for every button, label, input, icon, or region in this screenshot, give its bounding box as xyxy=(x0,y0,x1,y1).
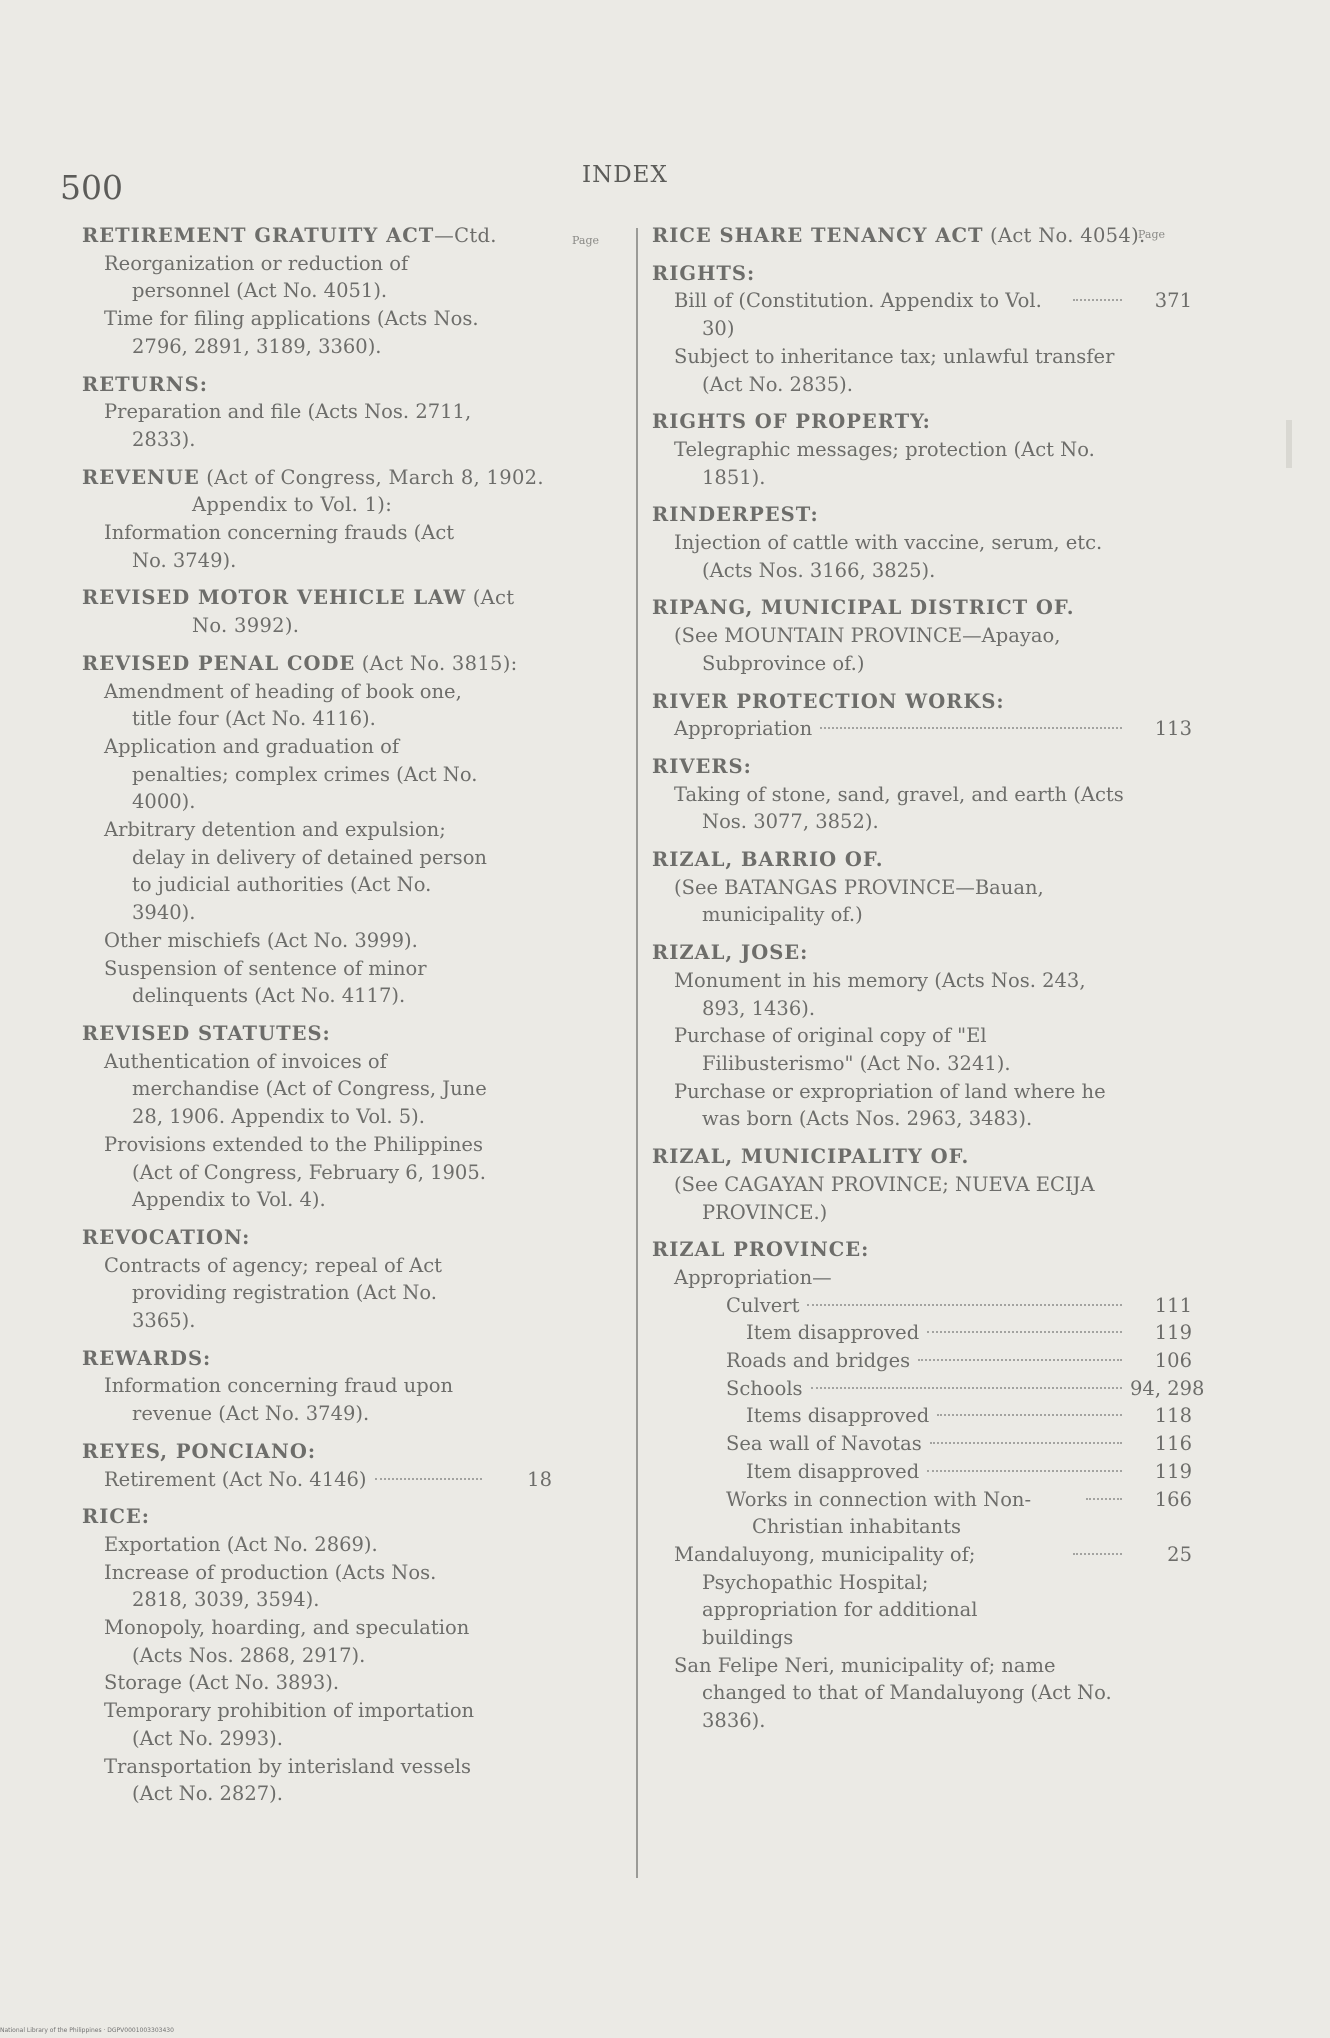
page-reference: 111 xyxy=(1154,1293,1192,1317)
page-reference: 25 xyxy=(1167,1542,1192,1566)
entry-heading xyxy=(652,1143,1192,1171)
entry-heading xyxy=(652,501,1192,529)
subentry: Contracts of agency; repeal of Act providing registration (Act No. 3365). xyxy=(104,1253,442,1333)
entry-heading xyxy=(652,260,1192,288)
subentry-with-page xyxy=(652,287,1192,342)
entry-heading xyxy=(652,1236,1192,1264)
page-reference: 119 xyxy=(1154,1459,1192,1483)
entry-heading-detail: (Act No. 3815): xyxy=(355,651,518,675)
entry-heading-label: RICE SHARE TENANCY ACT xyxy=(652,224,984,247)
entry-heading-label: REVISED MOTOR VEHICLE LAW xyxy=(82,586,467,610)
subentry: Reorganization or reduction of personnel (Act No. 4051). xyxy=(104,251,409,303)
subentry: Increase of production (Acts Nos. 2818, 3039, 3594). xyxy=(104,1560,437,1612)
entry-heading-label: RINDERPEST: xyxy=(652,503,819,527)
entry-heading-label: RIZAL, MUNICIPALITY OF. xyxy=(652,1145,970,1169)
subentry: Arbitrary detention and expulsion; delay in delivery of detained person to judicial authorities (Act No. 3940). xyxy=(104,818,487,925)
subentry-text: Works in connection with Non-Christian inhabitants xyxy=(726,1487,1032,1539)
index-entry xyxy=(652,594,1192,677)
entry-heading-label: RIGHTS OF PROPERTY: xyxy=(652,410,931,434)
subentry-text: Item disapproved xyxy=(746,1459,920,1483)
entry-heading-detail: (Act of Congress, March 8, 1902. Appendix to Vol. 1): xyxy=(192,465,544,517)
entry-heading-label: RIGHTS: xyxy=(652,261,756,285)
entry-heading xyxy=(82,371,552,399)
page-reference: 116 xyxy=(1154,1432,1192,1456)
entry-heading-label: RIZAL, BARRIO OF. xyxy=(652,848,884,872)
subentry-text: Bill of (Constitution. Appendix to Vol. 30) xyxy=(674,289,1042,341)
entry-heading-label: RETIREMENT GRATUITY ACT xyxy=(82,224,435,247)
subentry-text: Item disapproved xyxy=(746,1321,920,1345)
entry-heading xyxy=(652,688,1192,716)
column-divider xyxy=(636,228,638,1878)
subentry: (See CAGAYAN PROVINCE; NUEVA ECIJA PROVINCE.) xyxy=(674,1172,1095,1224)
subentry-text: Sea wall of Navotas xyxy=(726,1432,922,1456)
page-reference: 371 xyxy=(1154,289,1192,313)
subentry: Monopoly, hoarding, and speculation (Acts Nos. 2868, 2917). xyxy=(104,1616,470,1667)
scan-mark xyxy=(1286,420,1292,468)
subentry-text: Appropriation xyxy=(674,717,813,741)
dot-leader xyxy=(927,1331,1122,1333)
subentry-text: Retirement (Act No. 4146) xyxy=(104,1467,367,1491)
subentry: Provisions extended to the Philippines (Act of Congress, February 6, 1905. Appendix to Vol. 4). xyxy=(104,1132,486,1212)
entry-heading xyxy=(652,846,1192,874)
page-reference: 94, 298 xyxy=(1130,1376,1205,1400)
dot-leader xyxy=(937,1414,1122,1416)
subentry: Purchase of original copy of "El Filibusterismo" (Act No. 3241). xyxy=(674,1024,1011,1075)
entry-heading-label: REVOCATION: xyxy=(82,1225,251,1249)
subentry-with-page xyxy=(652,1292,1192,1320)
index-entry xyxy=(652,1143,1192,1226)
entry-heading xyxy=(82,584,552,639)
page-reference: 18 xyxy=(527,1467,552,1491)
subentry-with-page xyxy=(652,1319,1192,1347)
dot-leader xyxy=(820,727,1122,729)
index-entry xyxy=(82,1020,552,1214)
subentry-with-page xyxy=(652,1375,1205,1403)
entry-heading-label: REVENUE xyxy=(82,465,200,489)
dot-leader xyxy=(1073,299,1122,301)
index-entry xyxy=(82,371,552,454)
index-column-right xyxy=(652,222,1205,1745)
page-reference: 119 xyxy=(1154,1321,1192,1345)
subentry: Information concerning frauds (Act No. 3749). xyxy=(104,521,455,572)
entry-heading xyxy=(652,753,1192,781)
index-entry xyxy=(82,1345,552,1428)
subentry: Injection of cattle with vaccine, serum, etc. (Acts Nos. 3166, 3825). xyxy=(674,531,1103,582)
subentry-text: Schools xyxy=(726,1376,803,1400)
entry-heading-label: REWARDS: xyxy=(82,1346,212,1370)
index-entry xyxy=(652,501,1192,584)
page-reference: 106 xyxy=(1154,1349,1192,1373)
entry-heading-label: RIVERS: xyxy=(652,754,752,778)
index-entry xyxy=(652,753,1192,836)
entry-heading xyxy=(82,1503,552,1531)
entry-heading-detail: —Ctd. xyxy=(434,224,497,247)
index-entry xyxy=(652,1236,1205,1735)
subentry: (See BATANGAS PROVINCE—Bauan, municipality of.) xyxy=(674,875,1044,927)
entry-heading-label: RIZAL, JOSE: xyxy=(652,941,809,965)
dot-leader xyxy=(930,1442,1122,1444)
subentry: Storage (Act No. 3893). xyxy=(104,1671,340,1695)
index-entry xyxy=(652,408,1192,491)
subentry: Exportation (Act No. 2869). xyxy=(104,1532,378,1556)
index-entry xyxy=(82,650,552,1010)
subentry-with-page xyxy=(82,1466,552,1494)
dot-leader xyxy=(807,1304,1122,1306)
subentry: Information concerning fraud upon revenue (Act No. 3749). xyxy=(104,1374,454,1426)
subentry-text: Mandaluyong, municipality of; Psychopathic Hospital; appropriation for additional buildings xyxy=(674,1542,978,1650)
dot-leader xyxy=(1086,1498,1122,1500)
index-entry xyxy=(82,584,552,639)
subentry: Purchase or expropriation of land where he was born (Acts Nos. 2963, 3483). xyxy=(674,1079,1106,1131)
subentry: Time for filing applications (Acts Nos. 2796, 2891, 3189, 3360). xyxy=(104,307,479,358)
running-head: INDEX xyxy=(582,162,668,188)
entry-heading xyxy=(652,939,1192,967)
entry-heading-detail: (Act No. 3992). xyxy=(192,586,515,638)
subentry: Transportation by interisland vessels (Act No. 2827). xyxy=(104,1754,471,1806)
entry-heading xyxy=(82,464,552,519)
index-entry xyxy=(82,1503,552,1808)
page-column-label-left: Page xyxy=(572,234,600,247)
index-entry xyxy=(652,260,1192,399)
dot-leader xyxy=(918,1359,1122,1361)
subentry: Subject to inheritance tax; unlawful transfer (Act No. 2835). xyxy=(674,344,1115,396)
subentry-with-page xyxy=(652,1402,1192,1430)
entry-heading-detail: (Act No. 4054). xyxy=(983,224,1146,247)
subentry: Taking of stone, sand, gravel, and earth (Acts Nos. 3077, 3852). xyxy=(674,782,1124,834)
subentry: Preparation and file (Acts Nos. 2711, 2833). xyxy=(104,400,472,451)
entry-heading-label: RIZAL PROVINCE: xyxy=(652,1238,870,1262)
index-entry xyxy=(652,939,1192,1133)
entry-heading xyxy=(82,1438,552,1466)
subentry: Application and graduation of penalties; complex crimes (Act No. 4000). xyxy=(104,734,478,814)
page-reference: 118 xyxy=(1154,1404,1192,1428)
entry-heading xyxy=(82,1345,552,1373)
page-column-label-right: Page xyxy=(1138,228,1166,241)
index-entry xyxy=(82,1438,552,1493)
entry-heading-label: RICE: xyxy=(82,1505,150,1529)
index-entry xyxy=(82,222,552,361)
subentry: San Felipe Neri, municipality of; name changed to that of Mandaluyong (Act No. 3836). xyxy=(674,1653,1112,1733)
entry-heading xyxy=(652,594,1192,622)
entry-heading-label: RIVER PROTECTION WORKS: xyxy=(652,689,1005,713)
entry-heading xyxy=(82,1020,552,1048)
entry-heading-label: REVISED STATUTES: xyxy=(82,1021,331,1045)
entry-heading xyxy=(82,1224,552,1252)
entry-heading-label: RETURNS: xyxy=(82,372,208,396)
page-number: 500 xyxy=(60,168,123,207)
entry-heading xyxy=(82,222,552,250)
dot-leader xyxy=(1073,1553,1122,1555)
subentry-with-page xyxy=(652,1541,1192,1652)
subentry-with-page xyxy=(652,1486,1192,1541)
subentry-text: Culvert xyxy=(726,1293,800,1317)
subentry-text: Items disapproved xyxy=(746,1404,930,1428)
subentry: Temporary prohibition of importation (Act No. 2993). xyxy=(104,1699,475,1750)
index-entry xyxy=(652,846,1192,929)
index-entry xyxy=(82,1224,552,1335)
index-column-left xyxy=(82,222,552,1818)
subentry-with-page xyxy=(652,1430,1192,1458)
subentry: Authentication of invoices of merchandise (Act of Congress, June 28, 1906. Appendix to Vol. 5). xyxy=(104,1049,487,1129)
subentry-with-page xyxy=(652,1347,1192,1375)
subentry: (See MOUNTAIN PROVINCE—Apayao, Subprovince of.) xyxy=(674,624,1061,675)
subentry-with-page xyxy=(652,715,1192,743)
entry-heading xyxy=(652,222,1192,250)
dot-leader xyxy=(927,1470,1122,1472)
footer-source: National Library of the Philippines · DGPV0001003303430 xyxy=(0,2027,174,2034)
subentry-with-page xyxy=(652,1458,1192,1486)
dot-leader xyxy=(375,1478,482,1480)
subentry: Amendment of heading of book one, title four (Act No. 4116). xyxy=(104,679,462,731)
index-entry xyxy=(82,464,552,575)
entry-heading xyxy=(82,650,552,678)
subentry: Other mischiefs (Act No. 3999). xyxy=(104,928,418,952)
subentry-text: Roads and bridges xyxy=(726,1349,911,1373)
page-reference: 166 xyxy=(1154,1487,1192,1511)
subentry: Suspension of sentence of minor delinquents (Act No. 4117). xyxy=(104,956,427,1008)
entry-heading xyxy=(652,408,1192,436)
index-entry xyxy=(652,688,1192,743)
subentry: Appropriation— xyxy=(674,1265,832,1289)
subentry: Telegraphic messages; protection (Act No. 1851). xyxy=(674,437,1095,489)
page-reference: 113 xyxy=(1154,717,1192,741)
index-entry xyxy=(652,222,1192,250)
subentry: Monument in his memory (Acts Nos. 243, 893, 1436). xyxy=(674,968,1086,1020)
entry-heading-label: RIPANG, MUNICIPAL DISTRICT OF. xyxy=(652,596,1075,620)
dot-leader xyxy=(811,1387,1122,1389)
entry-heading-label: REVISED PENAL CODE xyxy=(82,651,356,675)
entry-heading-label: REYES, PONCIANO: xyxy=(82,1439,317,1463)
